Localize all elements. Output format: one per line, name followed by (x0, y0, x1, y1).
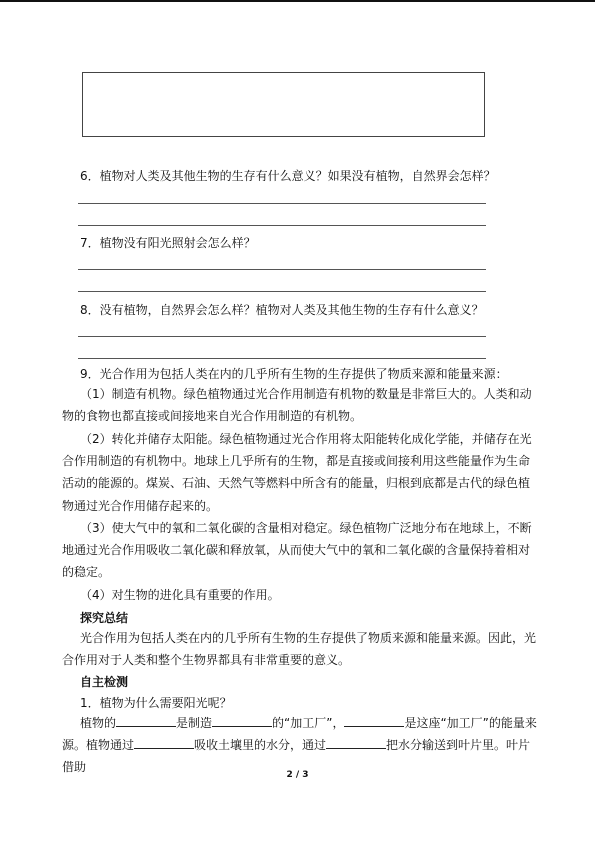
answer-line[interactable] (78, 225, 486, 226)
answer-line[interactable] (78, 336, 486, 337)
question-9: 9．光合作用为包括人类在内的几乎所有生物的生存提供了物质来源和能量来源： (80, 367, 508, 381)
fill-blank[interactable] (134, 738, 194, 749)
question-8: 8．没有植物，自然界会怎么样？植物对人类及其他生物的生存有什么意义？ (80, 303, 484, 317)
fill-text: 吸收土壤里的水分，通过 (194, 738, 327, 753)
answer-line[interactable] (78, 203, 486, 204)
point-1: （1）制造有机物。绿色植物通过光合作用制造有机物的数量是非常巨大的。人类和动物的食物也都直接或间接地来自光合作用制造的有机物。 (62, 387, 532, 424)
point-2: （2）转化并储存太阳能。绿色植物通过光合作用将太阳能转化成化学能，并储存在光合作用制造的有机物中。地球上几乎所有的生物，都是直接或间接利用这些能量作为生命活动的能源的。煤炭、石油、天然气等燃料中所含有的能量，归根到底都是古代的绿色植物通过光合作用储存起来的。 (62, 432, 532, 513)
point-4: （4）对生物的进化具有重要的作用。 (80, 588, 280, 602)
fill-blank[interactable] (344, 716, 404, 727)
fill-text: 把水分输送到叶片里。叶片借助 (62, 738, 531, 775)
fill-text: 植物的 (80, 716, 117, 730)
fill-blank[interactable] (212, 716, 272, 727)
summary-text: 光合作用为包括人类在内的几乎所有生物的生存提供了物质来源和能量来源。因此，光合作用对于人类和整个生物界都具有非常重要的意义。 (62, 631, 537, 668)
answer-box[interactable] (82, 72, 485, 137)
question-7: 7．植物没有阳光照射会怎么样？ (80, 236, 256, 250)
answer-line[interactable] (78, 291, 486, 292)
page-top-border (0, 0, 595, 2)
self-check-question-1: 1．植物为什么需要阳光呢？ (80, 696, 232, 710)
summary-heading: 探究总结 (80, 611, 129, 625)
fill-blank[interactable] (326, 738, 386, 749)
answer-line[interactable] (78, 269, 486, 270)
fill-text: 的“加工厂”， (272, 716, 345, 730)
fill-text: 是制造 (176, 716, 213, 730)
fill-in-paragraph (62, 712, 540, 779)
fill-text: 是这座“加工厂”的能量来源。植物通过 (62, 716, 537, 753)
fill-blank[interactable] (116, 716, 176, 727)
answer-line[interactable] (78, 358, 486, 359)
point-3: （3）使大气中的氧和二氧化碳的含量相对稳定。绿色植物广泛地分布在地球上，不断地通过光合作用吸收二氧化碳和释放氧，从而使大气中的氧和二氧化碳的含量保持着相对的稳定。 (62, 521, 532, 580)
question-6: 6．植物对人类及其他生物的生存有什么意义？如果没有植物，自然界会怎样？ (80, 169, 496, 183)
page-number: 2 / 3 (286, 770, 309, 780)
self-check-heading: 自主检测 (80, 675, 129, 689)
